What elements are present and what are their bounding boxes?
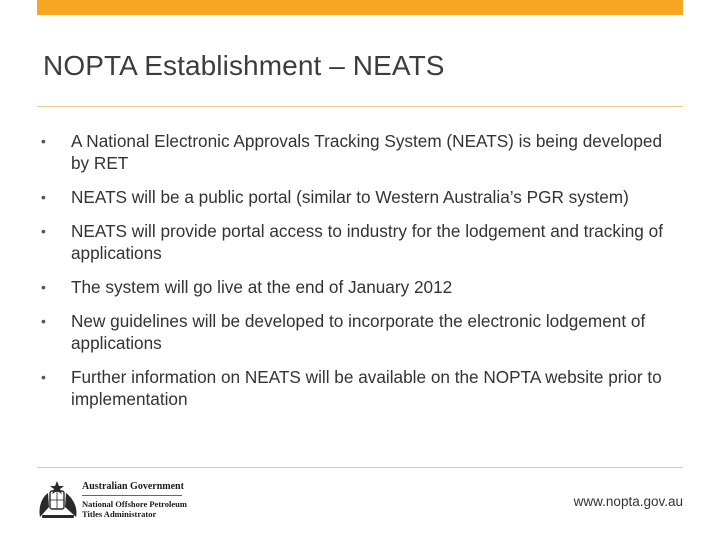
bullet-item	[0, 130, 671, 174]
logo-separator	[82, 495, 182, 496]
logo-agency-line1: National Offshore Petroleum	[82, 499, 187, 509]
bullet-text: NEATS will provide portal access to industry for the lodgement and tracking of applications	[71, 221, 663, 263]
bullet-dot-icon: •	[41, 279, 46, 295]
coat-of-arms-icon	[36, 477, 80, 523]
bullet-item	[0, 276, 671, 298]
bullet-text: NEATS will be a public portal (similar to Western Australia’s PGR system)	[71, 187, 629, 207]
bullet-item	[0, 220, 671, 264]
bullet-item	[0, 186, 671, 208]
bullet-text: The system will go live at the end of January 2012	[71, 277, 453, 297]
website-url[interactable]: www.nopta.gov.au	[573, 494, 683, 509]
bullet-dot-icon: •	[41, 369, 46, 385]
bullet-item	[0, 366, 671, 410]
bullet-dot-icon: •	[41, 223, 46, 239]
government-logo	[82, 480, 187, 519]
bullet-dot-icon: •	[41, 313, 46, 329]
bullet-dot-icon: •	[41, 189, 46, 205]
title-divider	[37, 106, 683, 107]
bullet-dot-icon: •	[41, 133, 46, 149]
bullet-text: Further information on NEATS will be available on the NOPTA website prior to implementation	[71, 367, 662, 409]
top-accent-bar	[37, 0, 683, 15]
bullet-list	[0, 130, 700, 422]
bullet-item	[0, 310, 671, 354]
bullet-text: A National Electronic Approvals Tracking System (NEATS) is being developed by RET	[71, 131, 663, 173]
logo-agency-line2: Titles Administrator	[82, 509, 157, 519]
footer-divider	[37, 467, 683, 468]
slide-title: NOPTA Establishment – NEATS	[43, 50, 445, 81]
logo-government-text: Australian Government	[82, 481, 184, 492]
bullet-text: New guidelines will be developed to incorporate the electronic lodgement of applications	[71, 311, 646, 353]
